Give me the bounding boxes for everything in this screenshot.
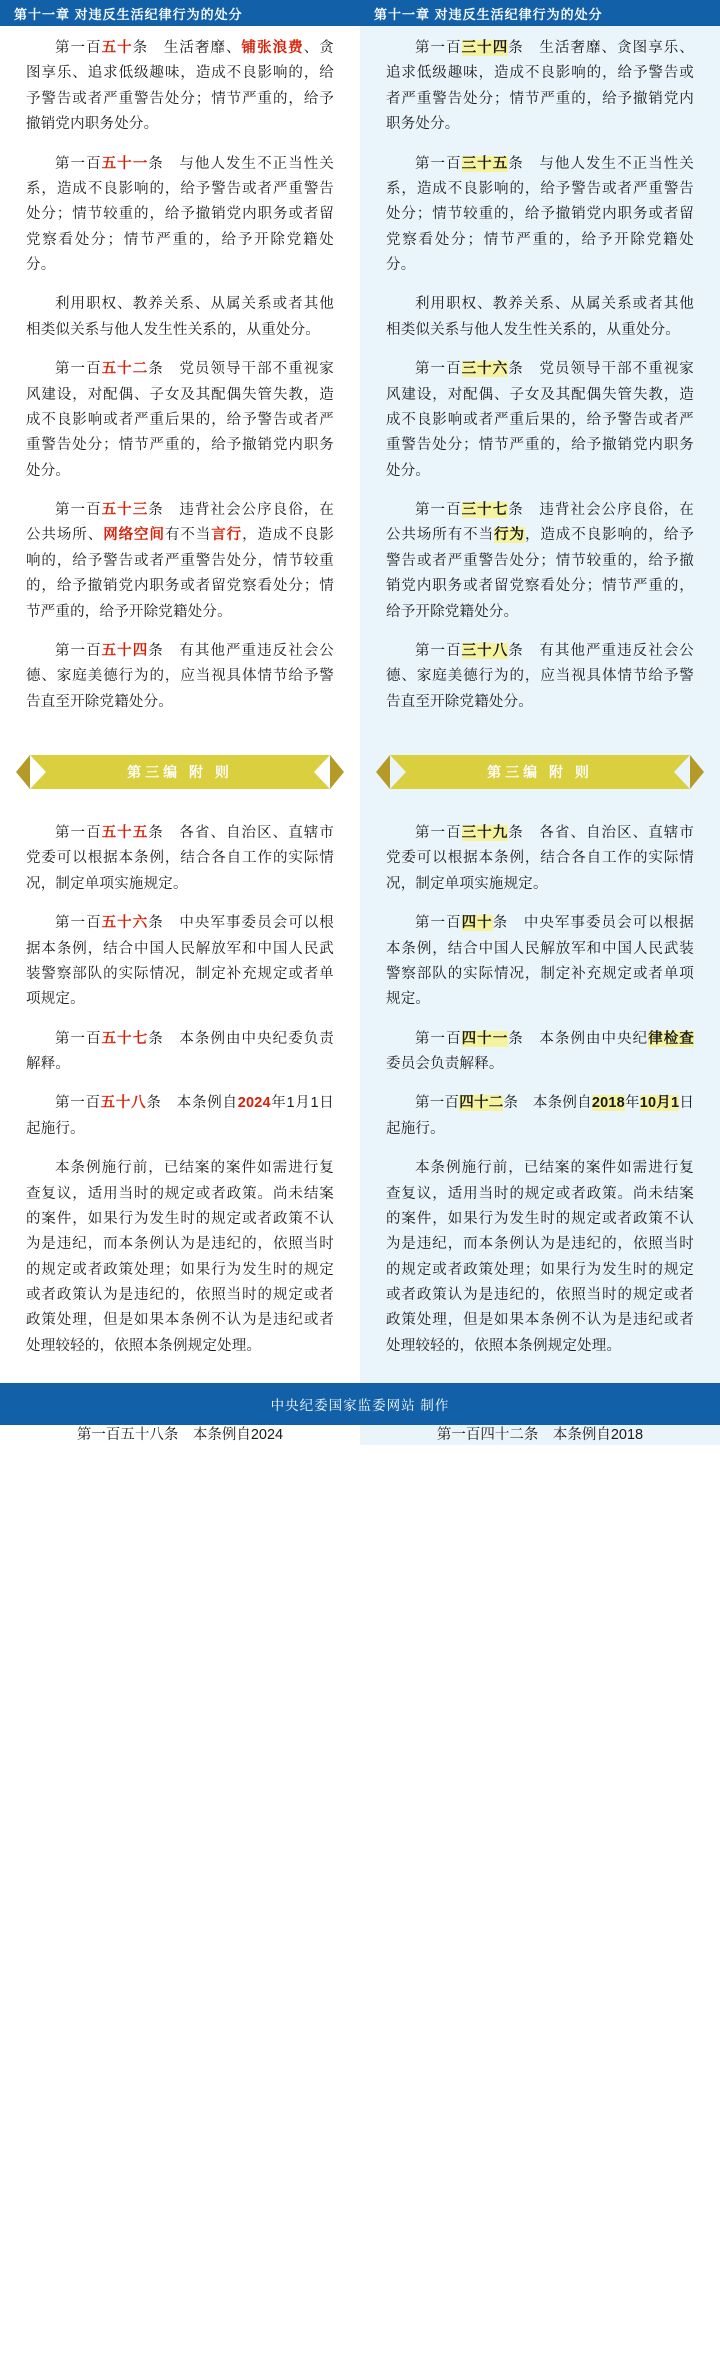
paragraph: 第一百四十条 中央军事委员会可以根据本条例，结合中国人民解放军和中国人民武装警察部队的实际情况，制定补充规定或者单项规定。: [386, 915, 694, 1008]
left-section-banner-wrap: [0, 739, 360, 811]
paragraph: 本条例施行前，已结案的案件如需进行复查复议，适用当时的规定或者政策。尚未结案的案件，如果行为发生时的规定或者政策不认为是违纪，而本条例认为是违纪的，依照当时的规定或者政策处理；如果行为发生时的规定或者政策认为是违纪的，依照当时的规定或者政策处理，但是如果本条例不认为是违纪或者处理较轻的，依照本条例规定处理。: [26, 1160, 334, 1354]
paragraph: 第一百五十七条 本条例由中央纪委负责解释。: [26, 1030, 334, 1072]
paragraph: 第一百五十三条 违背社会公序良俗，在公共场所、网络空间有不当言行，造成不良影响的，给予警告或者严重警告处分，情节较重的，给予撤销党内职务或者留党察看处分；情节严重的，给予开除党籍处分。: [26, 502, 335, 620]
right-chapter-header: 第十一章 对违反生活纪律行为的处分: [360, 0, 720, 26]
right-section-banner-wrap: [360, 739, 720, 811]
ribbon-left-notch-icon: [390, 755, 406, 789]
paragraph: 第一百三十八条 有其他严重违反社会公德、家庭美德行为的，应当视具体情节给予警告直至开除党籍处分。: [386, 642, 694, 710]
ribbon-left-notch-icon: [30, 755, 46, 789]
paragraph: 第一百五十八条 本条例自2024年1月1日起施行。: [26, 1095, 334, 1137]
paragraph: 第一百三十四条 生活奢靡、贪图享乐、追求低级趣味，造成不良影响的，给予警告或者严重警告处分；情节严重的，给予撤销党内职务处分。: [386, 40, 694, 133]
right-section-banner: [390, 755, 690, 789]
left-column-body-2: [0, 811, 360, 1383]
paragraph: 第一百四十二条 本条例自2018年10月1日起施行。: [386, 1095, 695, 1137]
paragraph: 本条例施行前，已结案的案件如需进行复查复议，适用当时的规定或者政策。尚未结案的案件，如果行为发生时的规定或者政策不认为是违纪，而本条例认为是违纪的，依照当时的规定或者政策处理；如果行为发生时的规定或者政策认为是违纪的，依照当时的规定或者政策处理，但是如果本条例不认为是违纪或者处理较轻的，依照本条例规定处理。: [386, 1160, 694, 1354]
paragraph: 第一百五十四条 有其他严重违反社会公德、家庭美德行为的，应当视具体情节给予警告直至开除党籍处分。: [26, 642, 334, 710]
paragraph: 第一百五十五条 各省、自治区、直辖市党委可以根据本条例，结合各自工作的实际情况，制定单项实施规定。: [26, 825, 334, 892]
paragraph: 第一百三十五条 与他人发生不正当性关系，造成不良影响的，给予警告或者严重警告处分；情节较重的，给予撤销党内职务或者留党察看处分；情节严重的，给予开除党籍处分。: [386, 155, 694, 273]
left-column-new-version: [0, 0, 360, 1383]
next-page-preview: [0, 1425, 720, 1445]
paragraph: 第一百五十二条 党员领导干部不重视家风建设，对配偶、子女及其配偶失管失教，造成不良影响或者严重后果的，给予警告或者严重警告处分；情节严重的，给予撤销党内职务处分。: [26, 361, 334, 479]
next-page-preview-right: 第一百四十二条 本条例自2018: [360, 1425, 720, 1445]
ribbon-right-notch-icon: [314, 755, 330, 789]
left-chapter-header: 第十一章 对违反生活纪律行为的处分: [0, 0, 360, 26]
site-footer: [0, 1383, 720, 1425]
next-page-preview-left: 第一百五十八条 本条例自2024: [0, 1425, 360, 1445]
right-column-body: [360, 26, 720, 739]
paragraph: 第一百五十条 生活奢靡、铺张浪费、贪图享乐、追求低级趣味，造成不良影响的，给予警告或者严重警告处分；情节严重的，给予撤销党内职务处分。: [26, 40, 334, 133]
paragraph: 第一百三十六条 党员领导干部不重视家风建设，对配偶、子女及其配偶失管失教，造成不良影响或者严重后果的，给予警告或者严重警告处分；情节严重的，给予撤销党内职务处分。: [386, 361, 694, 479]
right-section-banner-label: 第三编 附 则: [487, 764, 593, 780]
right-column-old-version: [360, 0, 720, 1383]
footer-label: 中央纪委国家监委网站 制作: [270, 1398, 450, 1414]
ribbon-right-notch-icon: [674, 755, 690, 789]
right-column-body-2: [360, 811, 720, 1383]
left-section-banner-label: 第三编 附 则: [127, 764, 233, 780]
left-column-body: [0, 26, 360, 739]
left-section-banner: [30, 755, 330, 789]
paragraph: 第一百四十一条 本条例由中央纪律检查委员会负责解释。: [386, 1030, 694, 1072]
paragraph: 第一百三十七条 违背社会公序良俗，在公共场所有不当行为，造成不良影响的，给予警告或者严重警告处分；情节较重的，给予撤销党内职务或者留党察看处分；情节严重的，给予开除党籍处分。: [386, 502, 694, 620]
paragraph: 第一百三十九条 各省、自治区、直辖市党委可以根据本条例，结合各自工作的实际情况，制定单项实施规定。: [386, 825, 694, 892]
paragraph: 第一百五十六条 中央军事委员会可以根据本条例，结合中国人民解放军和中国人民武装警察部队的实际情况，制定补充规定或者单项规定。: [26, 915, 334, 1008]
paragraph: 利用职权、教养关系、从属关系或者其他相类似关系与他人发生性关系的，从重处分。: [386, 296, 694, 338]
paragraph: 第一百五十一条 与他人发生不正当性关系，造成不良影响的，给予警告或者严重警告处分；情节较重的，给予撤销党内职务或者留党察看处分；情节严重的，给予开除党籍处分。: [26, 155, 334, 273]
paragraph: 利用职权、教养关系、从属关系或者其他相类似关系与他人发生性关系的，从重处分。: [26, 296, 334, 338]
